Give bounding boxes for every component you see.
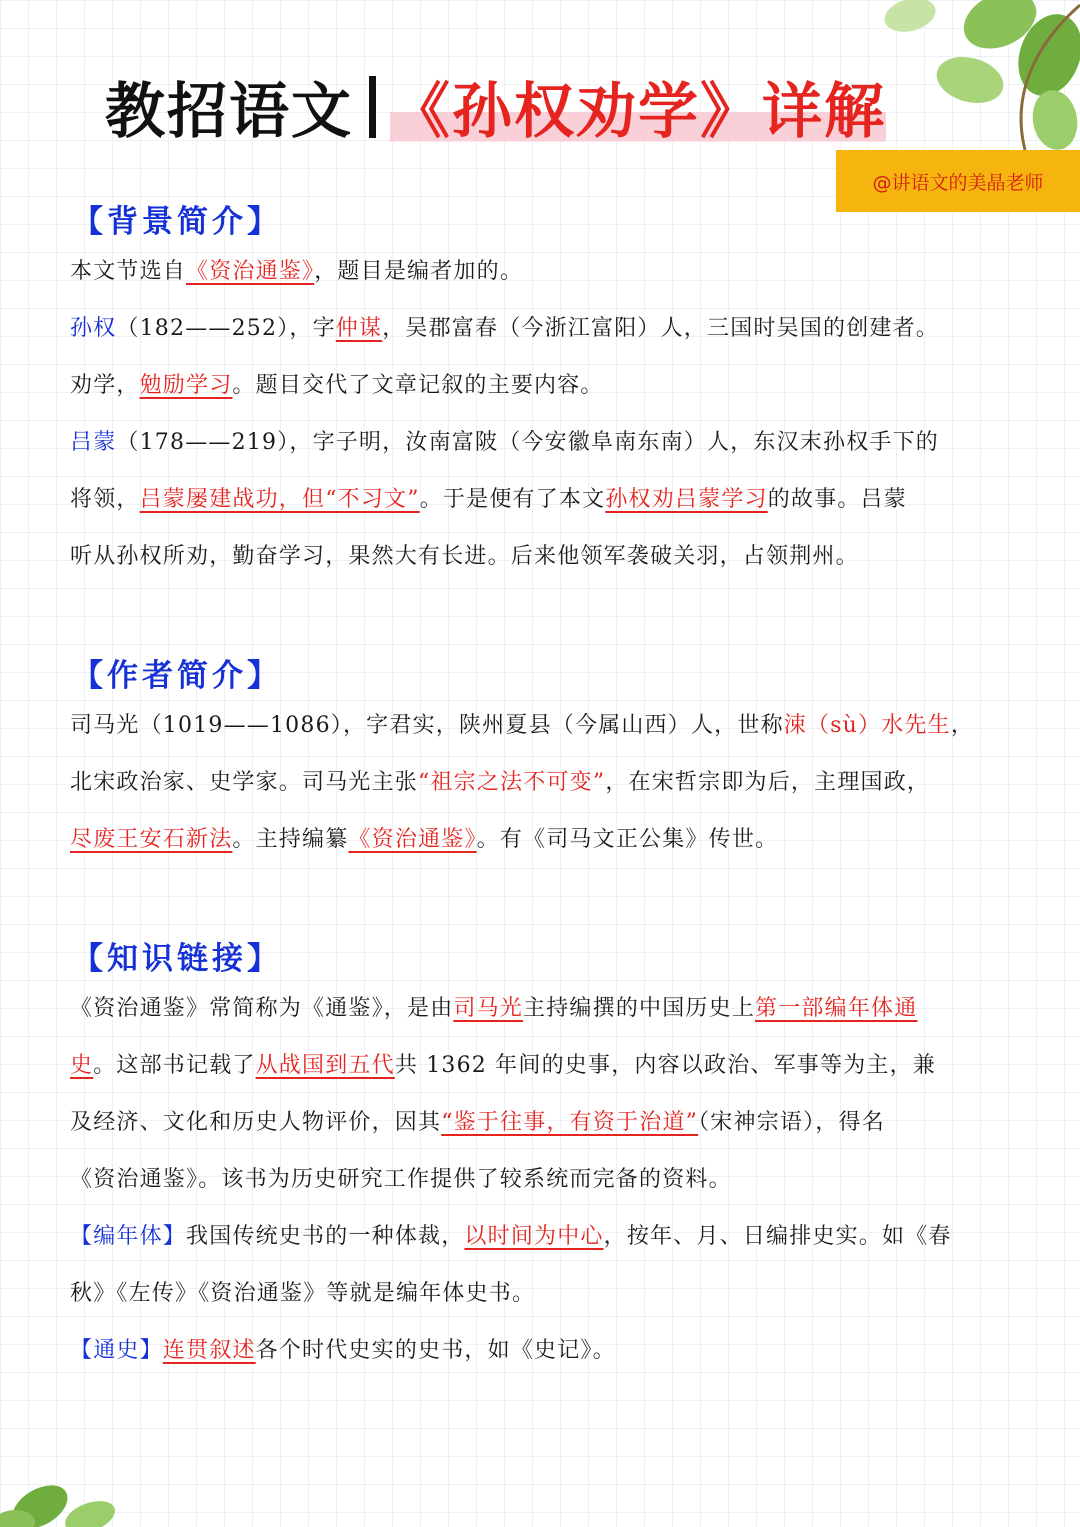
- knowledge-line-5: 【编年体】我国传统史书的一种体裁，以时间为中心，按年、月、日编排史实。如《春: [70, 1224, 952, 1249]
- background-line-3: 劝学，勉励学习。题目交代了文章记叙的主要内容。: [70, 373, 604, 398]
- section-heading-knowledge: 【知识链接】: [72, 941, 282, 977]
- section-heading-author: 【作者简介】: [72, 658, 282, 694]
- background-line-2: 孙权（182——252），字仲谋，吴郡富春（今浙江富阳）人，三国时吴国的创建者。: [70, 316, 940, 341]
- author-tag: @讲语文的美晶老师: [836, 150, 1080, 212]
- knowledge-line-4: 《资治通鉴》。该书为历史研究工作提供了较系统而完备的资料。: [70, 1167, 732, 1192]
- author-line-1: 司马光（1019——1086），字君实，陕州夏县（今属山西）人，世称涑（sù）水先生，: [70, 713, 975, 738]
- knowledge-line-2: 史。这部书记载了从战国到五代共 1362 年间的史事，内容以政治、军事等为主，兼: [70, 1053, 936, 1078]
- title-divider: [369, 76, 376, 138]
- knowledge-line-7: 【通史】连贯叙述各个时代史实的史书，如《史记》。: [70, 1338, 616, 1363]
- page-title: [105, 62, 886, 152]
- title-highlight: 《孙权劝学》详解: [390, 64, 886, 150]
- background-line-1: 本文节选自《资治通鉴》，题目是编者加的。: [70, 259, 524, 284]
- background-line-4: 吕蒙（178——219），字子明，汝南富陂（今安徽阜南东南）人，东汉末孙权手下的: [70, 430, 939, 455]
- section-heading-background: 【背景简介】: [72, 204, 282, 240]
- knowledge-line-6: 秋》《左传》《资治通鉴》等就是编年体史书。: [70, 1281, 536, 1306]
- author-line-3: 尽废王安石新法。主持编纂《资治通鉴》。有《司马文正公集》传世。: [70, 827, 779, 852]
- leaves-decoration-icon: [0, 1447, 130, 1527]
- background-line-6: 听从孙权所劝，勤奋学习，果然大有长进。后来他领军袭破关羽，占领荆州。: [70, 544, 859, 569]
- knowledge-line-3: 及经济、文化和历史人物评价，因其“鉴于往事，有资于治道”（宋神宗语），得名: [70, 1110, 885, 1135]
- knowledge-line-1: 《资治通鉴》常简称为《通鉴》，是由司马光主持编撰的中国历史上第一部编年体通: [70, 996, 918, 1021]
- author-line-2: 北宋政治家、史学家。司马光主张“祖宗之法不可变”，在宋哲宗即为后，主理国政，: [70, 770, 931, 795]
- title-main: 教招语文: [105, 77, 353, 147]
- background-line-5: 将领，吕蒙屡建战功，但“不习文”。于是便有了本文孙权劝吕蒙学习的故事。吕蒙: [70, 487, 907, 512]
